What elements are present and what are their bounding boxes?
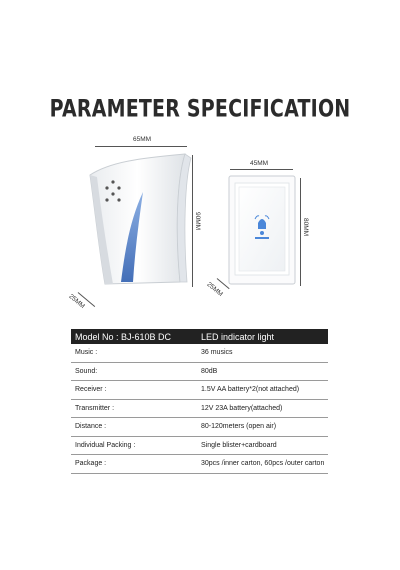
spec-value: 36 musics [197, 344, 328, 362]
transmitter-height-label: 80MM [302, 218, 309, 237]
spec-row-package [71, 455, 328, 474]
receiver-height-line [192, 155, 193, 287]
spec-label: Music : [71, 344, 197, 362]
page-title: PARAMETER SPECIFICATION [49, 95, 351, 123]
led-indicator-note: LED indicator light [197, 329, 328, 344]
receiver-height-label: 90MM [194, 212, 201, 231]
spec-row-packing [71, 436, 328, 455]
transmitter-width-label: 45MM [250, 160, 269, 167]
spec-label: Transmitter : [71, 399, 197, 418]
receiver-unit-image [85, 150, 195, 290]
spec-value: 1.5V AA battery*2(not attached) [197, 381, 328, 400]
transmitter-unit-image [228, 175, 298, 287]
spec-row-distance [71, 418, 328, 437]
transmitter-depth-label: 25MM [205, 281, 224, 298]
spec-label: Package : [71, 455, 197, 474]
spec-value: Single blister+cardboard [197, 436, 328, 455]
transmitter-width-line [230, 169, 293, 170]
spec-row-transmitter [71, 399, 328, 418]
receiver-width-line [95, 146, 187, 147]
spec-label: Sound: [71, 362, 197, 381]
transmitter-height-line [300, 178, 301, 286]
receiver-width-label: 65MM [133, 136, 152, 143]
spec-value: 12V 23A battery(attached) [197, 399, 328, 418]
receiver-depth-label: 25MM [67, 293, 86, 310]
spec-label: Distance : [71, 418, 197, 437]
spec-row-sound [71, 362, 328, 381]
spec-label: Individual Packing : [71, 436, 197, 455]
model-number: Model No : BJ-610B DC [71, 329, 197, 344]
spec-label: Receiver : [71, 381, 197, 400]
spec-row-receiver [71, 381, 328, 400]
spec-value: 80dB [197, 362, 328, 381]
spec-table-header [71, 329, 328, 344]
spec-row-music [71, 344, 328, 362]
spec-value: 80-120meters (open air) [197, 418, 328, 437]
spec-value: 30pcs /inner carton, 60pcs /outer carton [197, 455, 328, 474]
spec-table [71, 329, 328, 474]
